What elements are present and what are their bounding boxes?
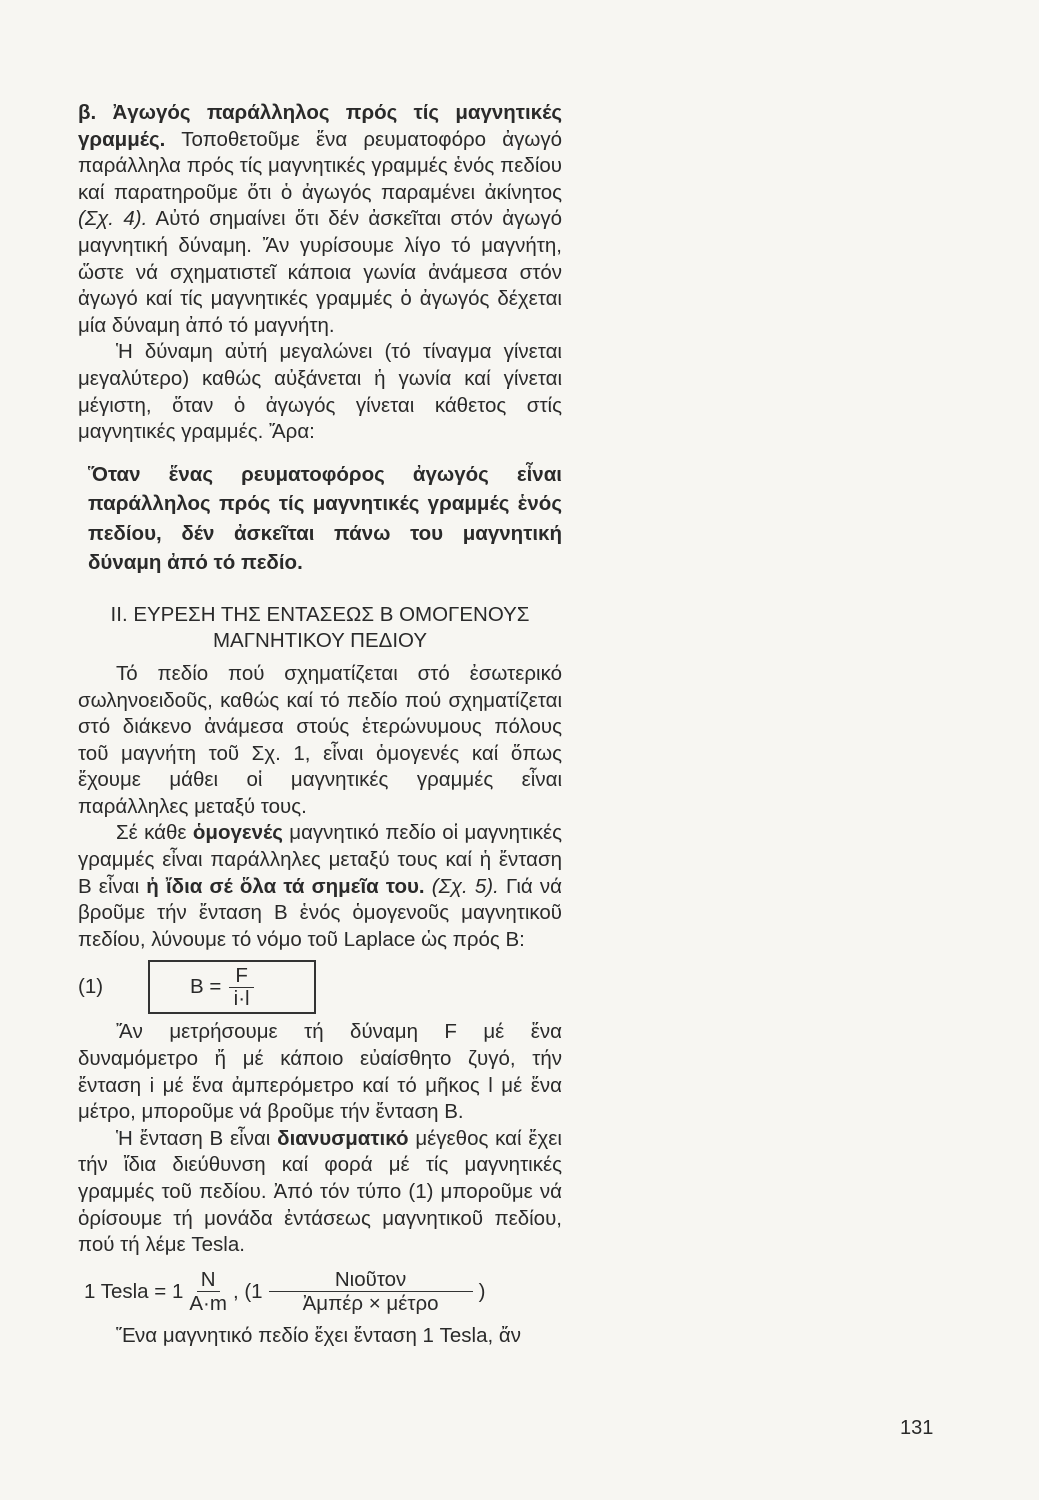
paragraph-text: Ἡ ἔνταση Β εἶναι <box>116 1126 271 1150</box>
paragraph-uniform-definition <box>78 820 562 953</box>
paragraph-force-angle: Ἡ δύναμη αὐτή μεγαλώνει (τό τίναγμα γίνεται μεγαλύτερο) καθώς αὐξάνεται ἡ γωνία καί γίνεται μέγιστη, ὅταν ὁ ἀγωγός γίνεται κάθετος στίς μαγνητικές γραμμές. Ἄρα: <box>78 340 562 444</box>
formula-box <box>148 960 316 1014</box>
page-number: 131 <box>900 1417 934 1439</box>
figure-reference: (Σχ. 4). <box>78 207 148 231</box>
tesla-close: ) <box>478 1280 486 1304</box>
tesla-unit-formula <box>84 1265 562 1321</box>
paragraph-parallel-conductor <box>78 100 562 339</box>
tesla-denominator: A·m <box>189 1292 227 1316</box>
conclusion-statement: Ὅταν ἕνας ρευματοφόρος ἀγωγός εἶναι παράλληλος πρός τίς μαγνητικές γραμμές ἑνός πεδίου, δέν ἀσκεῖται πάνω του μαγνητική δύναμη ἀπό τό πεδίο. <box>88 462 562 575</box>
paragraph-text: Αὐτό σημαίνει ὅτι δέν ἀσκεῖται στόν ἀγωγό μαγνητική δύναμη. Ἄν γυρίσουμε λίγο τό μαγνήτη, ὥστε νά σχηματιστεῖ κάποια γωνία ἀνάμεσα στόν ἀγωγό καί τίς μαγνητικές γραμμές ὁ ἀγωγός δέχεται μία δύναμη ἀπό τό μαγνήτη. <box>78 207 562 337</box>
paragraph-tesla-definition: Ἕνα μαγνητικό πεδίο ἔχει ἔνταση 1 Tesla, ἄν <box>116 1323 522 1347</box>
tesla-numerator-words: Νιοῦτον <box>269 1269 473 1292</box>
figure-reference: (Σχ. 5). <box>431 874 499 898</box>
formula-row <box>78 957 562 1017</box>
bold-term: ὁμογενές <box>192 821 283 845</box>
paragraph-text: Τοποθετοῦμε ἕνα ρευματοφόρο ἀγωγό παράλληλα πρός τίς μαγνητικές γραμμές ἑνός πεδίου καί παρατηροῦμε ὅτι ὁ ἀγωγός παραμένει ἀκίνητος <box>78 127 562 204</box>
tesla-fraction-words <box>269 1269 473 1316</box>
tesla-mid: , (1 <box>232 1280 263 1304</box>
formula-fraction <box>229 965 254 1010</box>
paragraph-text: Γιά νά βροῦμε τήν ἔνταση Β ἑνός ὁμογενοῦς μαγνητικοῦ πεδίου, λύνουμε τό νόμο τοῦ Laplace ὡς πρός Β: <box>78 874 563 951</box>
paragraph-text: Σέ κάθε <box>116 821 187 845</box>
bold-term: ἡ ἴδια σέ ὅλα τά σημεῖα του. <box>146 874 425 898</box>
text-column <box>78 100 562 1349</box>
tesla-denominator-words: Ἀμπέρ × μέτρο <box>302 1292 439 1316</box>
paragraph-uniform-field: Τό πεδίο πού σχηματίζεται στό ἐσωτερικό σωληνοειδοῦς, καθώς καί τό πεδίο πού σχηματίζεται στό διάκενο ἀνάμεσα στούς ἑτερώνυμους πόλους τοῦ μαγνήτη τοῦ Σχ. 1, εἶναι ὁμογενές καί ὅπως ἔχουμε μάθει οἱ μαγνητικές γραμμές εἶναι παράλληλες μεταξύ τους. <box>78 661 562 818</box>
formula-denominator: i·l <box>233 986 250 1010</box>
section-heading <box>78 602 562 655</box>
formula-numerator: F <box>229 965 254 988</box>
tesla-numerator: N <box>197 1269 220 1292</box>
section-heading-line1: ΙΙ. ΕΥΡΕΣΗ ΤΗΣ ΕΝΤΑΣΕΩΣ Β ΟΜΟΓΕΝΟΥΣ <box>110 602 530 626</box>
section-heading-line2: ΜΑΓΝΗΤΙΚΟΥ ΠΕΔΙΟΥ <box>212 629 428 653</box>
paragraph-vector <box>78 1126 562 1259</box>
subsection-heading: β. Ἀγωγός παράλληλος πρός τίς μαγνητικές γραμμές. <box>78 101 562 151</box>
paragraph-text: μαγνητικό πεδίο οἱ μαγνητικές γραμμές εἶναι παράλληλες μεταξύ τους καί ἡ ἔνταση Β εἶναι <box>78 821 562 898</box>
bold-term: διανυσματικό <box>277 1126 409 1150</box>
tesla-lhs: 1 Tesla = 1 <box>84 1280 184 1304</box>
paragraph-text: μέγεθος καί ἔχει τήν ἴδια διεύθυνση καί φορά μέ τίς μαγνητικές γραμμές τοῦ πεδίου. Ἀπό τόν τύπο (1) μποροῦμε νά ὁρίσουμε τή μονάδα ἐντάσεως μαγνητικοῦ πεδίου, πού τή λέμε Tesla. <box>78 1126 562 1257</box>
formula-lhs: B = <box>190 975 222 999</box>
tesla-fraction-symbols <box>189 1269 227 1316</box>
equation-number: (1) <box>78 975 104 999</box>
paragraph-measurement: Ἄν μετρήσουμε τή δύναμη F μέ ἕνα δυναμόμετρο ἤ μέ κάποιο εὐαίσθητο ζυγό, τήν ἔνταση i μέ ἕνα ἀμπερόμετρο καί τό μῆκος l μέ ἕνα μέτρο, μποροῦμε νά βροῦμε τήν ἔνταση Β. <box>78 1020 562 1124</box>
